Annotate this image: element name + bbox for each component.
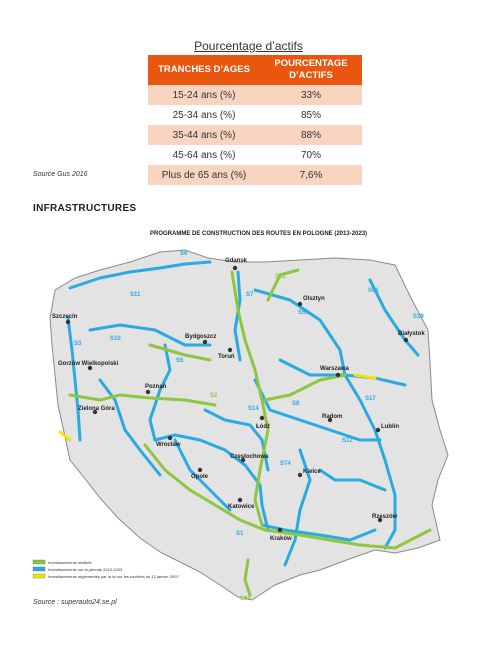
city-label: Białystok	[398, 331, 425, 337]
city-label: Opole	[191, 474, 209, 480]
header-age-groups: TRANCHES D’AGES	[148, 55, 260, 85]
pct-cell: 33%	[260, 85, 362, 105]
road-label: S8	[292, 401, 300, 407]
age-cell: 25-34 ans (%)	[148, 105, 260, 125]
road-label: S12	[342, 438, 353, 444]
road-label: S17	[365, 396, 376, 402]
header-active-percentage: POURCENTAGE D’ACTIFS	[260, 55, 362, 85]
city-label: Bydgoszcz	[185, 334, 217, 340]
city-label: Kraków	[270, 536, 292, 542]
city-label: Częstochowa	[230, 454, 269, 460]
city-label: Poznań	[145, 384, 167, 390]
legend-label: Investissements réglementés par la loi sur les sociétés du 12 janvier 2007	[48, 574, 179, 579]
section-title: INFRASTRUCTURES	[33, 203, 137, 214]
legend-swatch-regulated	[33, 574, 45, 578]
road-label: S1	[236, 531, 244, 537]
age-cell: 15-24 ans (%)	[148, 85, 260, 105]
city-label: Wrocław	[156, 442, 181, 448]
road-label: S3	[74, 341, 82, 347]
city-label: Gdańsk	[225, 258, 248, 264]
road-label: S5	[176, 358, 184, 364]
city-label: Szczecin	[52, 314, 78, 320]
table-source: Source Gus 2016	[33, 171, 88, 178]
road-label: S14	[248, 406, 259, 412]
city-label: Gorzów Wielkopolski	[58, 361, 119, 367]
pct-cell: 88%	[260, 125, 362, 145]
pct-cell: 70%	[260, 145, 362, 165]
age-cell: 45-64 ans (%)	[148, 145, 260, 165]
city-label: Warszawa	[320, 366, 349, 372]
legend-swatch-built	[33, 560, 45, 564]
map-source: Source : superauto24.se.pl	[33, 599, 117, 606]
road-label: S19	[413, 314, 424, 320]
legend-label: Investissements sur la période 2013-2023	[48, 567, 123, 572]
city-label: Rzeszów	[372, 514, 398, 520]
city-label: Radom	[322, 414, 343, 420]
road-label: S7	[246, 292, 254, 298]
city-label: Lublin	[381, 424, 399, 430]
table-title: Pourcentage d’actifs	[194, 39, 303, 53]
age-cell: Plus de 65 ans (%)	[148, 165, 260, 185]
pct-cell: 7,6%	[260, 165, 362, 185]
city-label: Olsztyn	[303, 296, 325, 302]
legend-label: Investissements réalisés	[48, 560, 92, 565]
legend-swatch-planned	[33, 567, 45, 571]
city-label: Katowice	[228, 504, 255, 510]
city-label: Zielona Góra	[78, 406, 115, 412]
age-cell: 35-44 ans (%)	[148, 125, 260, 145]
map-title: PROGRAMME DE CONSTRUCTION DES ROUTES EN POLOGNE (2013-2023)	[150, 231, 368, 237]
map-legend	[33, 560, 45, 578]
road-label: S69	[240, 596, 251, 602]
city-label: Toruń	[218, 354, 235, 360]
road-label: S22	[275, 274, 286, 280]
road-label: S10	[110, 336, 121, 342]
city-label: Kielce	[303, 469, 321, 475]
road-label: S51	[298, 310, 309, 316]
road-label: S2	[210, 393, 218, 399]
road-label: S61	[368, 288, 379, 294]
road-label: S6	[180, 251, 188, 257]
road-label: S11	[130, 292, 141, 298]
city-label: Łódź	[256, 424, 270, 430]
road-label: S74	[280, 461, 291, 467]
pct-cell: 85%	[260, 105, 362, 125]
